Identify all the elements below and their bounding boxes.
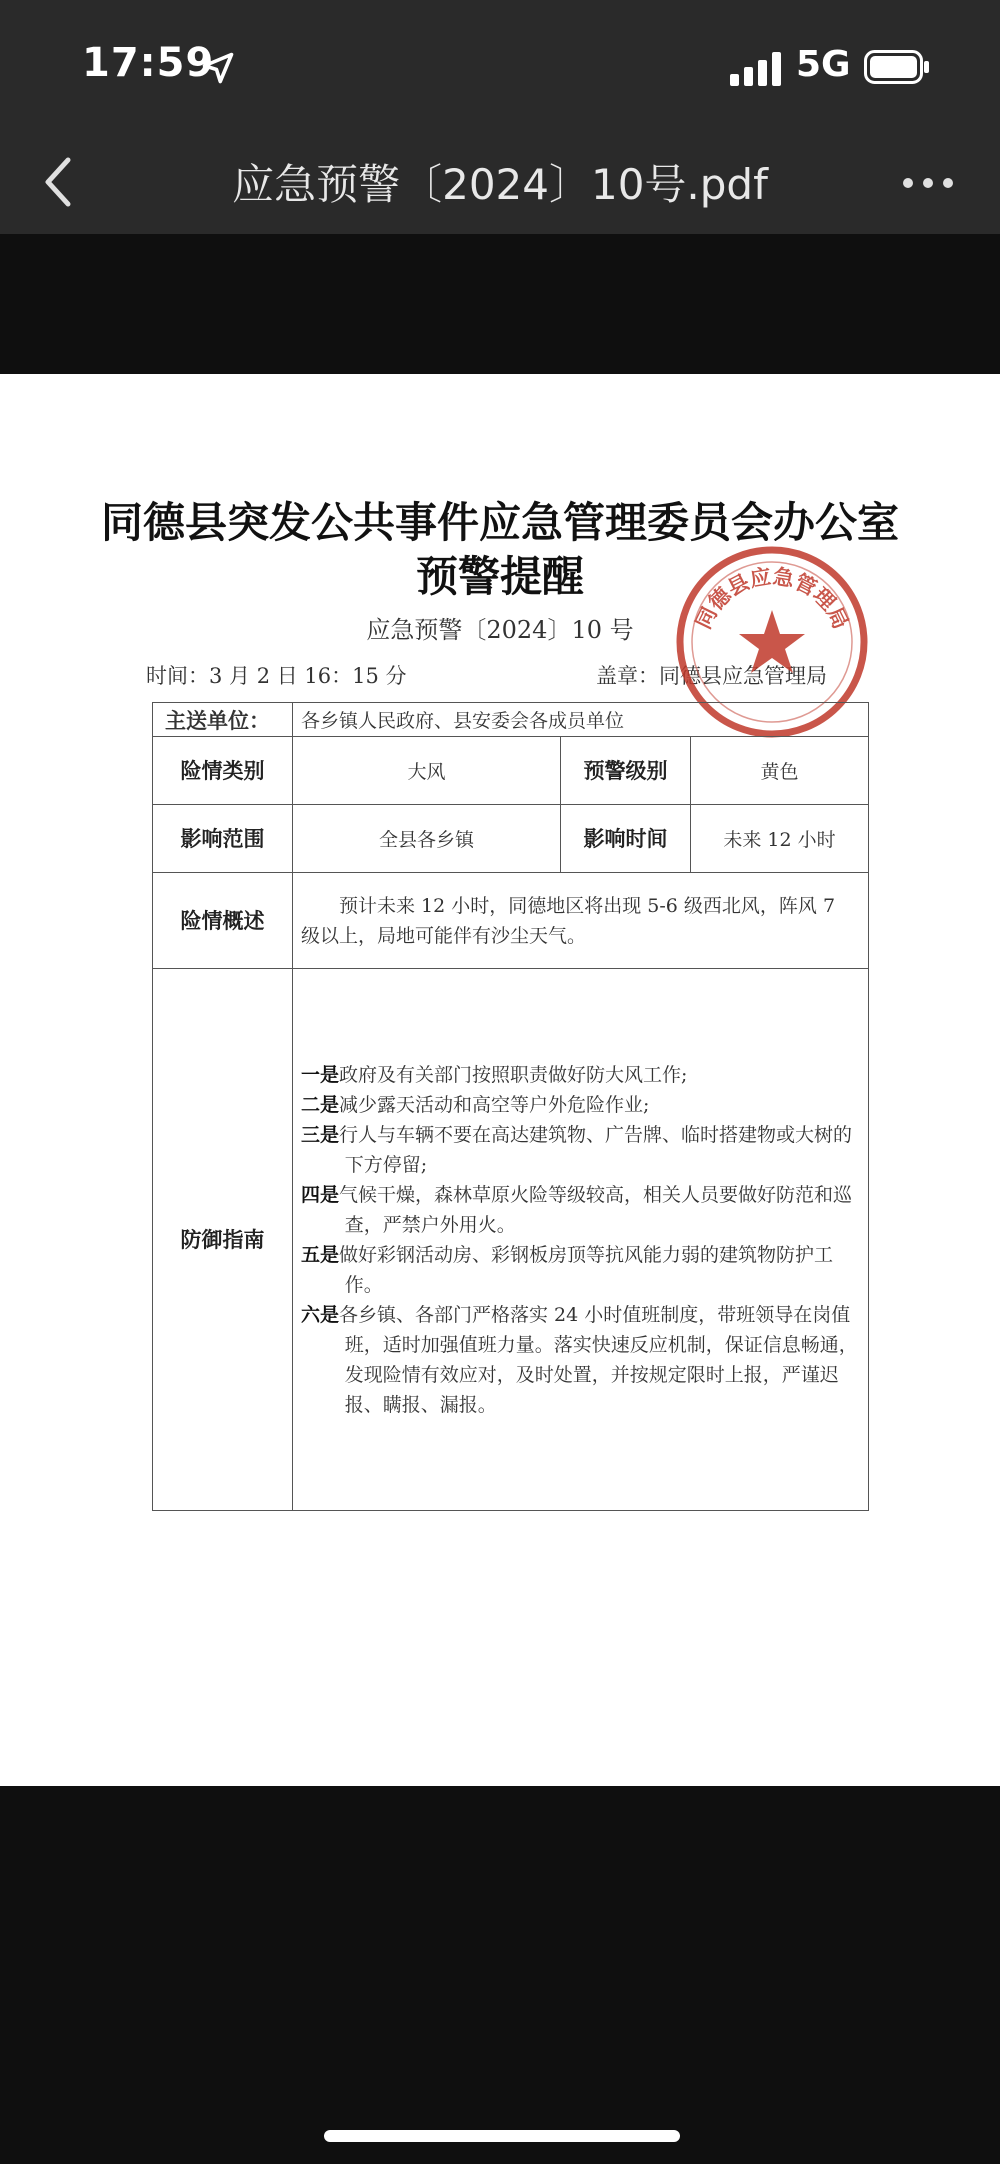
pdf-page[interactable]	[0, 374, 1000, 1786]
more-options-icon[interactable]	[900, 168, 956, 198]
issuer-name: 同德县突发公共事件应急管理委员会办公室	[100, 498, 899, 547]
file-title: 应急预警〔2024〕10号.pdf	[232, 160, 768, 209]
document-type: 预警提醒	[415, 552, 584, 601]
duration-value: 未来 12 小时	[691, 805, 869, 873]
summary-text: 预计未来 12 小时，同德地区将出现 5-6 级西北风，阵风 7 级以上，局地可能伴有沙尘天气。	[293, 873, 869, 969]
scope-label: 影响范围	[153, 805, 293, 873]
summary-label: 险情概述	[153, 873, 293, 969]
warning-level-label: 预警级别	[561, 737, 691, 805]
nav-bar	[0, 132, 1000, 234]
home-indicator[interactable]	[324, 2130, 680, 2142]
battery-icon	[864, 50, 930, 84]
guide-item: 四是气候干燥，森林草原火险等级较高，相关人员要做好防范和巡查，严禁户外用火。	[301, 1183, 853, 1236]
issue-time: 时间：3 月 2 日 16：15 分	[146, 664, 407, 688]
warning-table	[152, 702, 869, 1511]
cellular-signal-icon	[730, 52, 782, 86]
duration-label: 影响时间	[561, 805, 691, 873]
document-number: 应急预警〔2024〕10 号	[366, 616, 634, 644]
seal-text: 同德县应急管理局	[691, 564, 853, 633]
guide-label: 防御指南	[153, 969, 293, 1511]
guide-item: 二是减少露天活动和高空等户外危险作业;	[301, 1093, 650, 1116]
guide-item: 一是政府及有关部门按照职责做好防大风工作;	[301, 1063, 688, 1086]
status-bar	[0, 0, 1000, 132]
hazard-type-value: 大风	[293, 737, 561, 805]
seal-caption: 盖章：同德县应急管理局	[596, 664, 827, 688]
status-time: 17:59	[82, 40, 215, 86]
guide-item: 三是行人与车辆不要在高达建筑物、广告牌、临时搭建物或大树的下方停留;	[301, 1123, 853, 1176]
hazard-type-label: 险情类别	[153, 737, 293, 805]
guide-item: 五是做好彩钢活动房、彩钢板房顶等抗风能力弱的建筑物防护工作。	[301, 1243, 834, 1296]
scope-value: 全县各乡镇	[293, 805, 561, 873]
recipient-value: 各乡镇人民政府、县安委会各成员单位	[293, 703, 869, 737]
back-chevron-icon[interactable]	[38, 152, 78, 212]
location-arrow-icon	[200, 50, 236, 86]
recipient-label: 主送单位：	[153, 703, 293, 737]
network-type: 5G	[796, 44, 851, 85]
warning-level-value: 黄色	[691, 737, 869, 805]
guide-list	[293, 969, 869, 1511]
guide-item: 六是各乡镇、各部门严格落实 24 小时值班制度，带班领导在岗值班，适时加强值班力量。落实快速反应机制，保证信息畅通，发现险情有效应对，及时处置，并按规定限时上报，严谨迟报、瞒报、漏报。	[301, 1303, 858, 1416]
